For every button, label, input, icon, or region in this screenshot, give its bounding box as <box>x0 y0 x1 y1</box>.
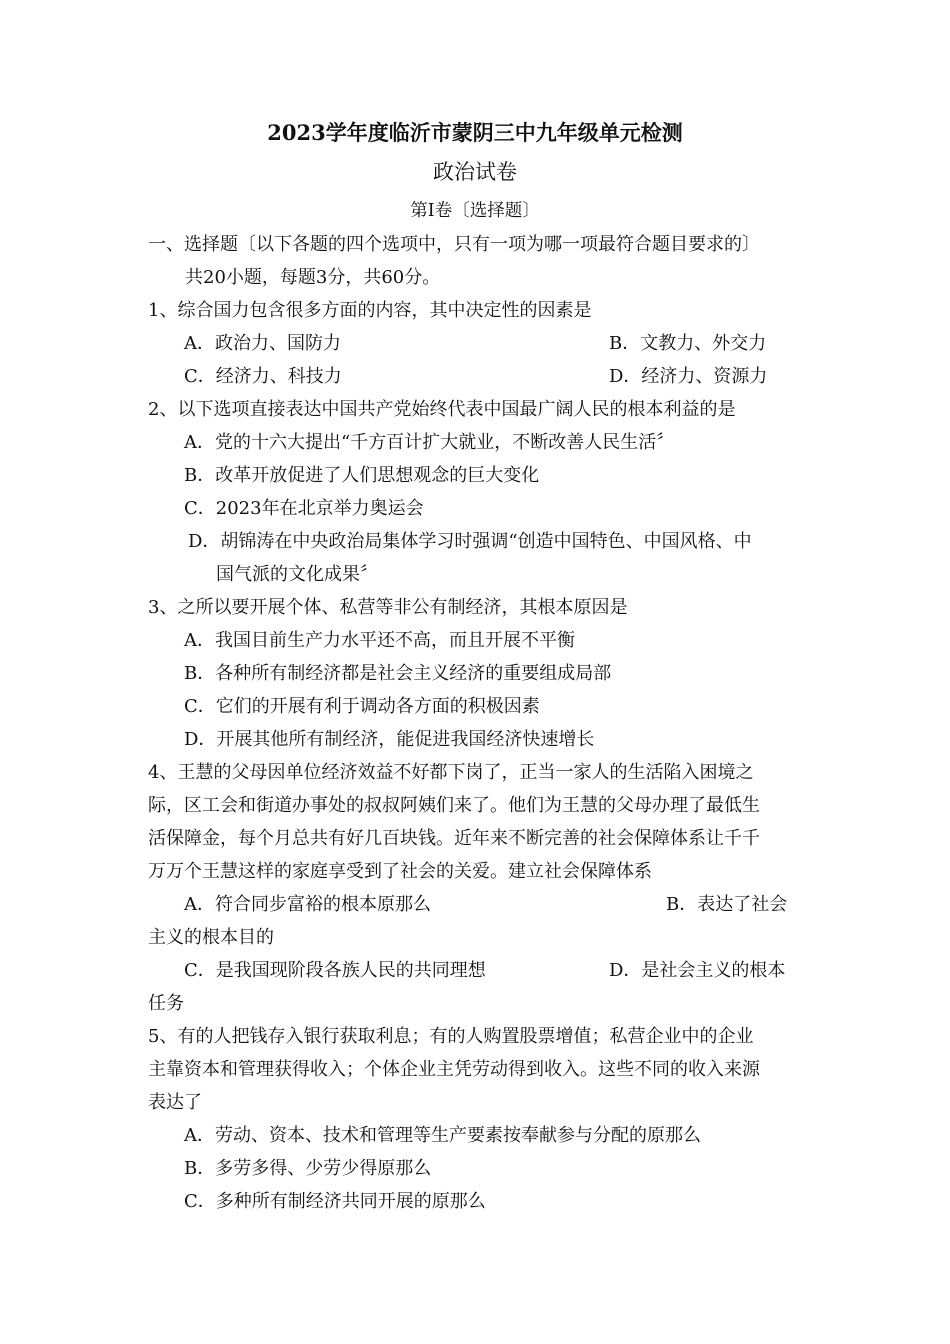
question-4-stem-line-2: 际，区工会和街道办事处的叔叔阿姨们来了。他们为王慧的父母办理了最低生 <box>148 795 760 816</box>
question-4-stem-line-3: 活保障金，每个月总共有好几百块钱。近年来不断完善的社会保障体系让千千 <box>148 828 760 849</box>
section-heading: 第I卷〔选择题〕 <box>410 201 540 221</box>
question-1-option-d: D．经济力、资源力 <box>609 366 768 387</box>
question-1-option-c: C．经济力、科技力 <box>184 366 342 387</box>
question-4-stem-line-4: 万万个王慧这样的家庭享受到了社会的关爱。建立社会保障体系 <box>148 861 652 882</box>
question-3-option-c: C．它们的开展有利于调动各方面的积极因素 <box>184 696 540 717</box>
question-4-option-c: C．是我国现阶段各族人民的共同理想 <box>184 960 486 981</box>
question-2-option-b: B．改革开放促进了人们思想观念的巨大变化 <box>184 465 540 486</box>
question-5-stem-line-1: 5、有的人把钱存入银行获取利息；有的人购置股票增值；私营企业中的企业 <box>148 1026 754 1047</box>
question-4-option-d-line-1: D．是社会主义的根本 <box>609 960 786 981</box>
question-5-option-a: A．劳动、资本、技术和管理等生产要素按奉献参与分配的原那么 <box>184 1125 701 1146</box>
question-5-stem-line-3: 表达了 <box>148 1092 202 1113</box>
question-1-stem: 1、综合国力包含很多方面的内容，其中决定性的因素是 <box>148 300 592 321</box>
question-1-option-a: A．政治力、国防力 <box>184 333 341 354</box>
question-3-option-b: B．各种所有制经济都是社会主义经济的重要组成局部 <box>184 663 612 684</box>
question-4-option-d-line-2: 任务 <box>148 993 184 1014</box>
question-3-option-a: A．我国目前生产力水平还不高，而且开展不平衡 <box>184 630 575 651</box>
question-2-option-d-line-1: D．胡锦涛在中央政治局集体学习时强调“创造中国特色、中国风格、中 <box>188 531 752 552</box>
question-4-option-b-line-2: 主义的根本目的 <box>148 927 274 948</box>
question-5-stem-line-2: 主靠资本和管理获得收入；个体企业主凭劳动得到收入。这些不同的收入来源 <box>148 1059 760 1080</box>
question-4-stem-line-1: 4、王慧的父母因单位经济效益不好都下岗了，正当一家人的生活陷入困境之 <box>148 762 754 783</box>
question-5-option-b: B．多劳多得、少劳少得原那么 <box>184 1158 432 1179</box>
question-2-stem: 2、以下选项直接表达中国共产党始终代表中国最广阔人民的根本利益的是 <box>148 399 736 420</box>
question-2-option-a: A．党的十六大提出“千方百计扩大就业，不断改善人民生活〞 <box>184 432 675 453</box>
question-4-option-b-line-1: B．表达了社会 <box>666 894 788 915</box>
question-3-option-d: D．开展其他所有制经济，能促进我国经济快速增长 <box>184 729 595 750</box>
exam-subtitle: 政治试卷 <box>433 160 517 184</box>
exam-title: 2023学年度临沂市蒙阴三中九年级单元检测 <box>267 120 683 145</box>
question-3-stem: 3、之所以要开展个体、私营等非公有制经济，其根本原因是 <box>148 597 628 618</box>
question-2-option-d-line-2: 国气派的文化成果〞 <box>216 564 378 585</box>
question-1-option-b: B．文教力、外交力 <box>609 333 767 354</box>
instructions-line-2: 共20小题，每题3分，共60分。 <box>185 267 441 288</box>
question-2-option-c: C．2023年在北京举力奥运会 <box>184 498 424 519</box>
instructions-line-1: 一、选择题〔以下各题的四个选项中，只有一项为哪一项最符合题目要求的〕 <box>148 234 760 255</box>
question-5-option-c: C．多种所有制经济共同开展的原那么 <box>184 1191 486 1212</box>
question-4-option-a: A．符合同步富裕的根本原那么 <box>184 894 431 915</box>
